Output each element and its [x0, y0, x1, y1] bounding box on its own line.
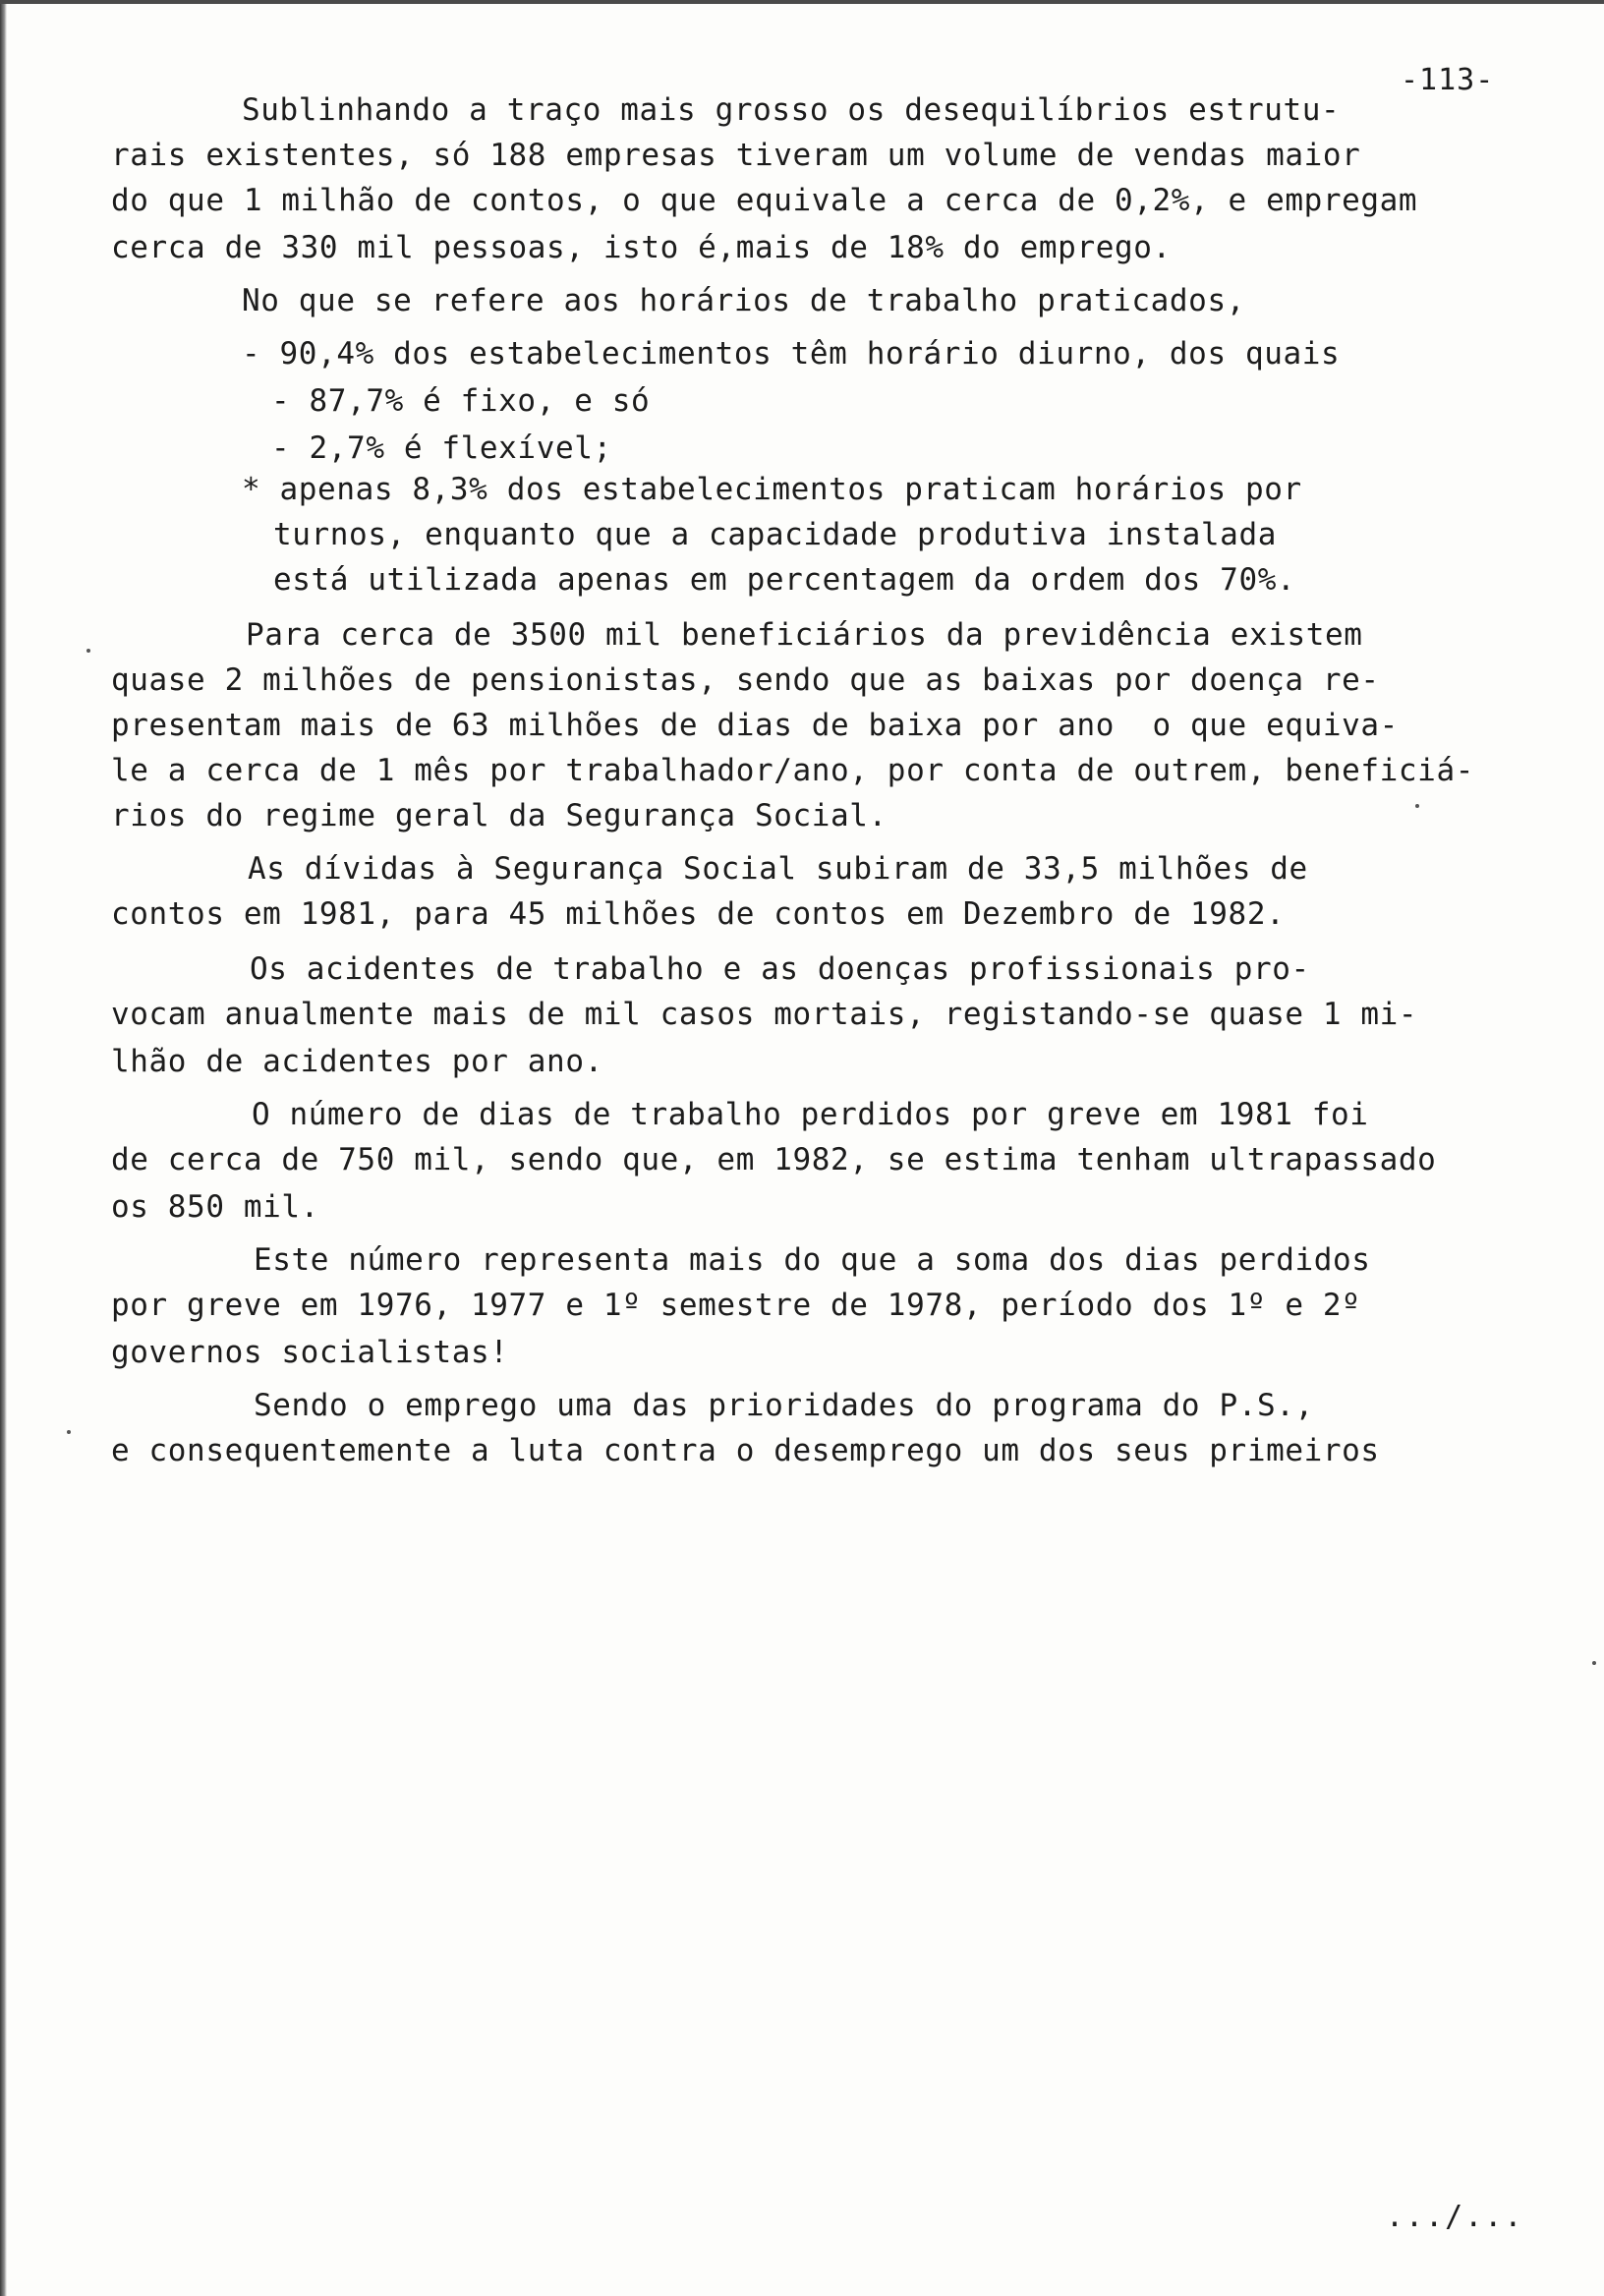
text-line: rios do regime geral da Segurança Social.: [111, 798, 888, 833]
text-line: Sendo o emprego uma das prioridades do programa do P.S.,: [254, 1388, 1314, 1423]
scan-left-edge: [0, 0, 7, 2296]
text-line: quase 2 milhões de pensionistas, sendo que as baixas por doença re-: [111, 662, 1380, 698]
scan-speck: [67, 1430, 71, 1434]
text-line: cerca de 330 mil pessoas, isto é,mais de 18% do emprego.: [111, 230, 1172, 265]
text-line: No que se refere aos horários de trabalho praticados,: [242, 283, 1245, 318]
text-line: contos em 1981, para 45 milhões de contos em Dezembro de 1982.: [111, 896, 1286, 932]
text-line: do que 1 milhão de contos, o que equivale a cerca de 0,2%, e empregam: [111, 183, 1418, 218]
page-number: -113-: [1401, 63, 1495, 97]
text-line: Este número representa mais do que a soma dos dias perdidos: [254, 1242, 1371, 1278]
list-subitem: - 2,7% é flexível;: [271, 430, 612, 466]
list-subitem: - 87,7% é fixo, e só: [271, 383, 651, 419]
list-item: - 90,4% dos estabelecimentos têm horário diurno, dos quais: [242, 336, 1341, 372]
text-line: O número de dias de trabalho perdidos por greve em 1981 foi: [252, 1097, 1369, 1132]
text-line: por greve em 1976, 1977 e 1º semestre de 1978, período dos 1º e 2º: [111, 1288, 1361, 1323]
text-line: governos socialistas!: [111, 1335, 509, 1370]
text-line: As dívidas à Segurança Social subiram de 33,5 milhões de: [248, 851, 1308, 887]
text-line: e consequentemente a luta contra o desemprego um dos seus primeiros: [111, 1433, 1380, 1468]
scan-speck: [1415, 804, 1419, 808]
text-line: Para cerca de 3500 mil beneficiários da previdência existem: [246, 617, 1363, 653]
text-line: Sublinhando a traço mais grosso os desequilíbrios estrutu-: [242, 92, 1341, 128]
scan-speck: [1592, 1661, 1596, 1665]
scan-top-edge: [0, 0, 1604, 4]
text-line: presentam mais de 63 milhões de dias de baixa por ano o que equiva-: [111, 708, 1399, 743]
list-item: * apenas 8,3% dos estabelecimentos praticam horários por: [242, 472, 1302, 507]
text-line: está utilizada apenas em percentagem da ordem dos 70%.: [273, 562, 1296, 598]
text-line: Os acidentes de trabalho e as doenças profissionais pro-: [250, 951, 1310, 987]
text-line: vocam anualmente mais de mil casos mortais, registando-se quase 1 mi-: [111, 997, 1418, 1032]
text-line: le a cerca de 1 mês por trabalhador/ano, por conta de outrem, beneficiá-: [111, 753, 1474, 788]
text-line: lhão de acidentes por ano.: [111, 1044, 603, 1079]
text-line: de cerca de 750 mil, sendo que, em 1982, se estima tenham ultrapassado: [111, 1142, 1437, 1177]
text-line: os 850 mil.: [111, 1189, 319, 1225]
text-line: rais existentes, só 188 empresas tiveram um volume de vendas maior: [111, 138, 1361, 173]
continuation-mark: .../...: [1386, 2200, 1524, 2234]
scan-speck: [86, 649, 90, 653]
text-line: turnos, enquanto que a capacidade produtiva instalada: [273, 517, 1277, 552]
